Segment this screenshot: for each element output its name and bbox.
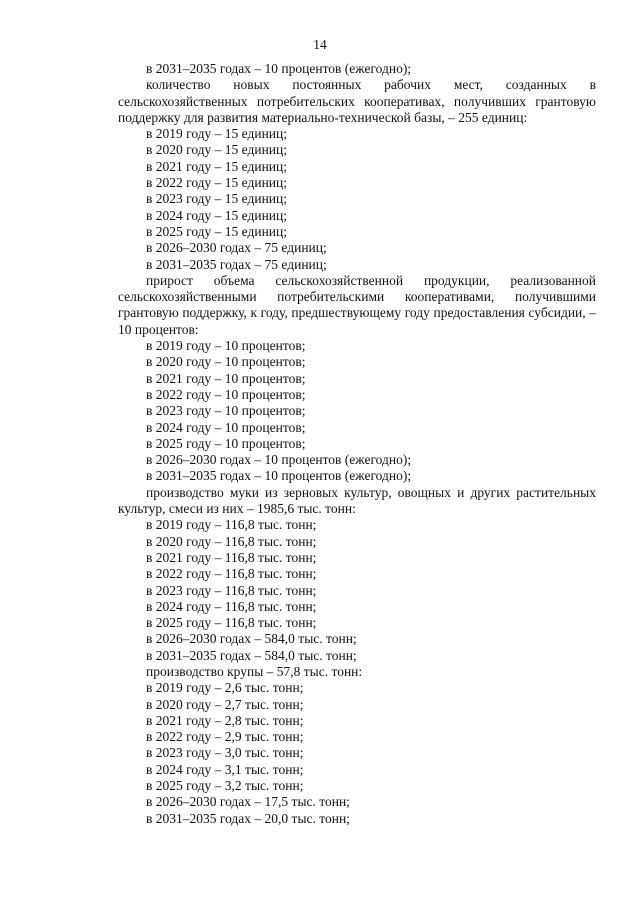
list-line: в 2021 году – 15 единиц; <box>146 158 288 174</box>
list-line: в 2023 году – 116,8 тыс. тонн; <box>146 582 317 598</box>
list-line: в 2024 году – 3,1 тыс. тонн; <box>146 761 304 777</box>
list-line: в 2023 году – 10 процентов; <box>146 403 306 419</box>
list-line: в 2021 году – 116,8 тыс. тонн; <box>146 549 317 565</box>
list-line: в 2022 году – 15 единиц; <box>146 175 288 191</box>
list-line: в 2031–2035 годах – 10 процентов (ежегодно); <box>146 61 412 76</box>
list-line: в 2022 году – 10 процентов; <box>146 386 306 402</box>
list-line: в 2026–2030 годах – 17,5 тыс. тонн; <box>146 794 350 810</box>
document-body <box>118 61 596 827</box>
paragraph: количество новых постоянных рабочих мест, созданных в сельскохозяйственных потребительских кооперативах, получивших грантовую поддержку для развития материально-технической базы, – 255 единиц: <box>118 77 596 125</box>
list-line: в 2025 году – 15 единиц; <box>146 223 288 239</box>
list-line: производство крупы – 57,8 тыс. тонн: <box>146 663 363 679</box>
list-line: в 2023 году – 15 единиц; <box>146 191 288 207</box>
list-line: в 2019 году – 116,8 тыс. тонн; <box>146 517 317 533</box>
list-line: в 2021 году – 2,8 тыс. тонн; <box>146 712 304 728</box>
list-line: в 2026–2030 годах – 584,0 тыс. тонн; <box>146 631 357 647</box>
list-line: в 2025 году – 3,2 тыс. тонн; <box>146 778 304 794</box>
list-line: в 2031–2035 годах – 75 единиц; <box>146 256 327 272</box>
paragraph: производство муки из зерновых культур, овощных и других растительных культур, смеси из них – 1985,6 тыс. тонн: <box>118 484 596 517</box>
list-line: в 2020 году – 10 процентов; <box>146 354 306 370</box>
list-line: в 2031–2035 годах – 10 процентов (ежегодно); <box>146 468 412 484</box>
list-line: в 2024 году – 116,8 тыс. тонн; <box>146 598 317 614</box>
list-line: в 2019 году – 15 единиц; <box>146 126 288 142</box>
list-line: в 2020 году – 2,7 тыс. тонн; <box>146 696 304 712</box>
list-line: в 2031–2035 годах – 584,0 тыс. тонн; <box>146 647 357 663</box>
list-line: в 2024 году – 15 единиц; <box>146 207 288 223</box>
list-line: в 2020 году – 15 единиц; <box>146 142 288 158</box>
list-line: в 2024 году – 10 процентов; <box>146 419 306 435</box>
list-line: в 2022 году – 2,9 тыс. тонн; <box>146 729 304 745</box>
list-line: в 2021 году – 10 процентов; <box>146 370 306 386</box>
list-line: в 2025 году – 10 процентов; <box>146 435 306 451</box>
list-line: в 2026–2030 годах – 75 единиц; <box>146 240 327 256</box>
list-line: в 2022 году – 116,8 тыс. тонн; <box>146 566 317 582</box>
list-line: в 2023 году – 3,0 тыс. тонн; <box>146 745 304 761</box>
paragraph: прирост объема сельскохозяйственной продукции, реализованной сельскохозяйственными потребительскими кооперативами, получившими грантовую поддержку, к году, предшествующему году предоставления субсидии, – 10 процентов: <box>118 272 596 337</box>
list-line: в 2020 году – 116,8 тыс. тонн; <box>146 533 317 549</box>
page-number: 14 <box>313 37 327 52</box>
list-line: в 2031–2035 годах – 20,0 тыс. тонн; <box>146 810 350 826</box>
list-line: в 2026–2030 годах – 10 процентов (ежегодно); <box>146 452 412 468</box>
list-line: в 2019 году – 10 процентов; <box>146 338 306 354</box>
list-line: в 2025 году – 116,8 тыс. тонн; <box>146 615 317 631</box>
list-line: в 2019 году – 2,6 тыс. тонн; <box>146 680 304 696</box>
